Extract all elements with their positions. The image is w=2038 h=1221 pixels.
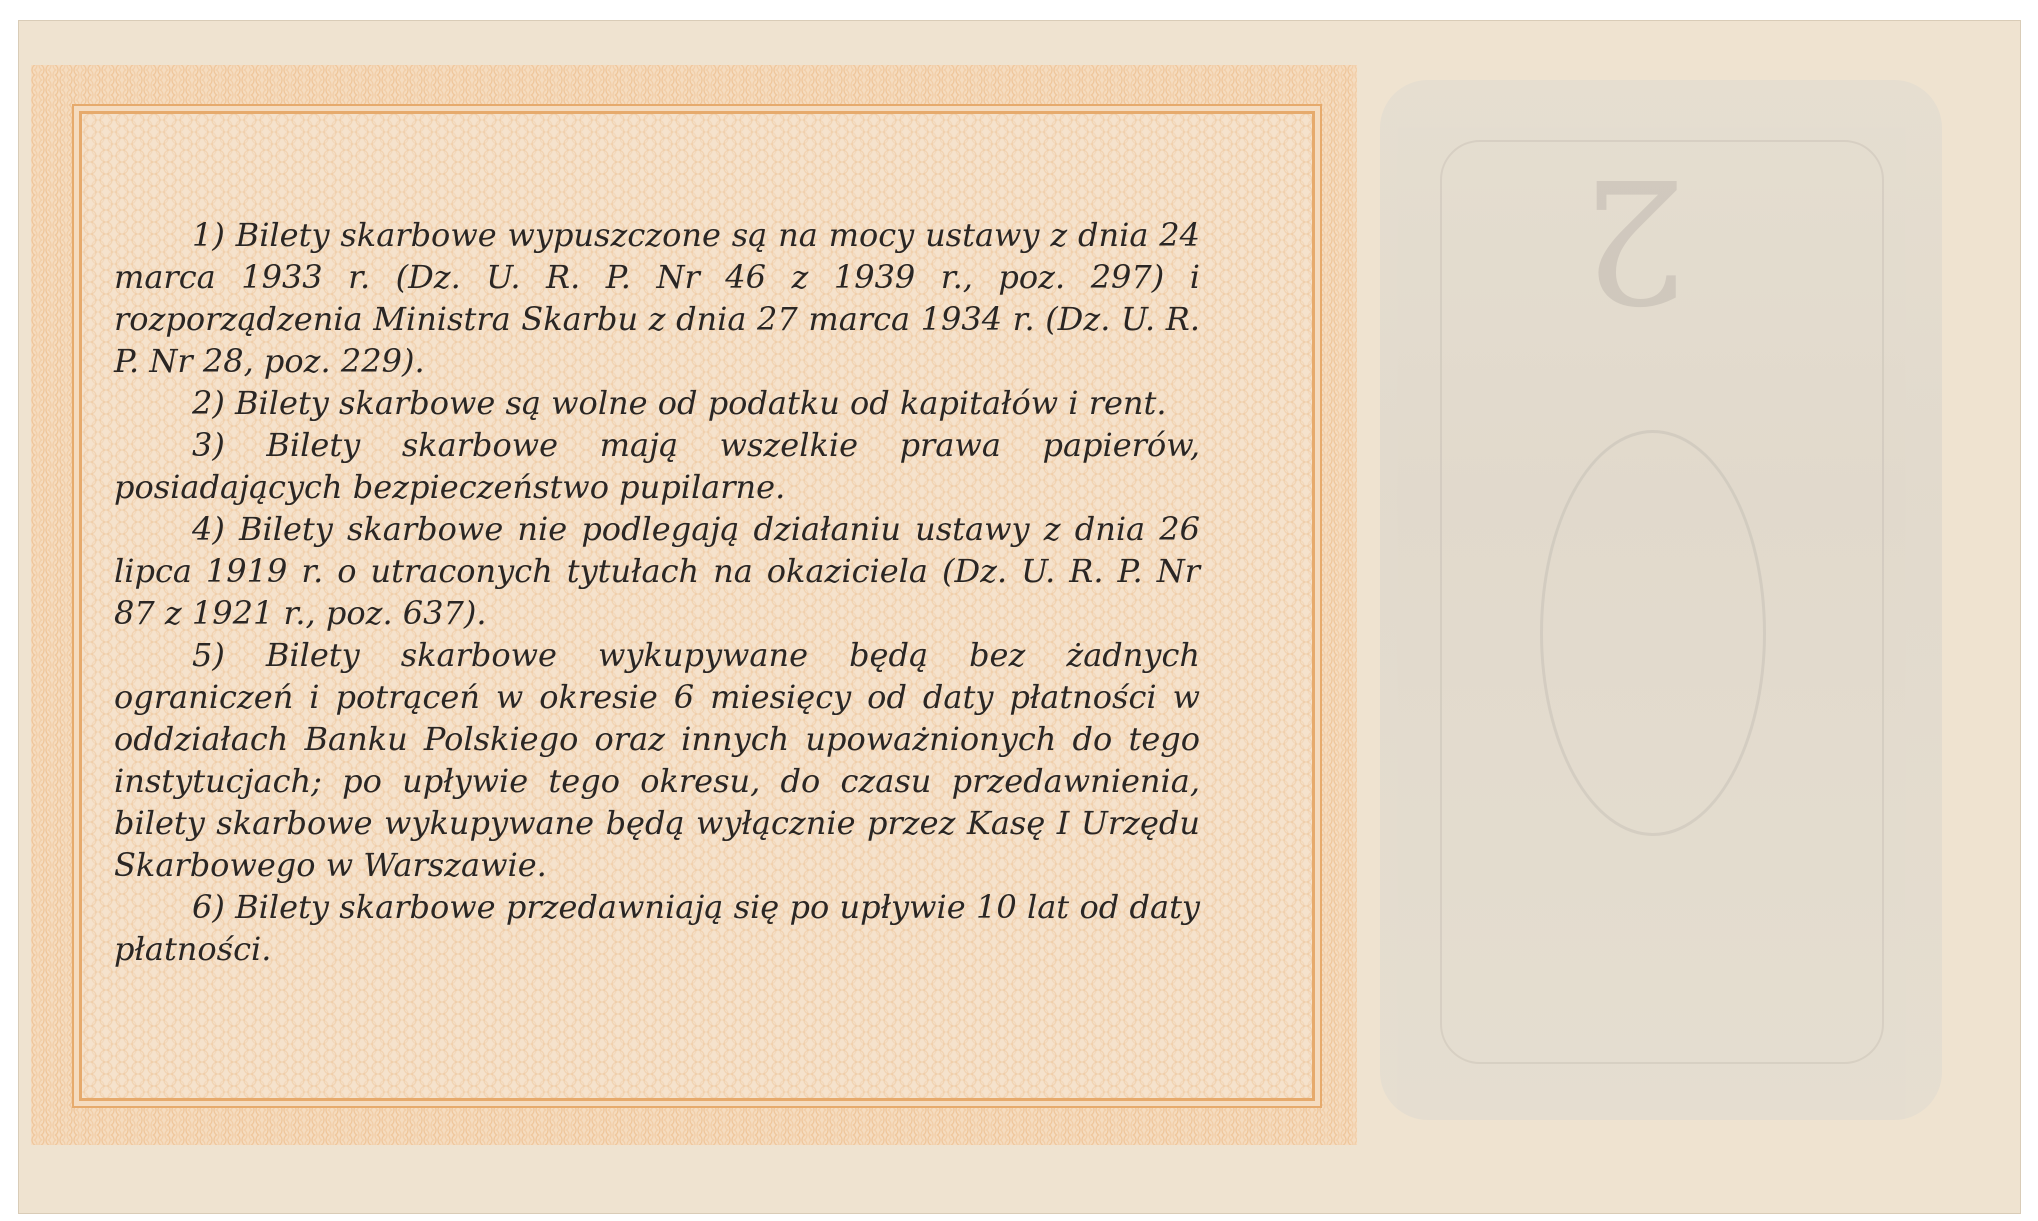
paragraph-4: 4) Bilety skarbowe nie podlegają działaniu ustawy z dnia 26 lipca 1919 r. o utraconych tytułach na okaziciela (Dz. U. R. P. Nr 87 z 1921 r., poz. 637). [114,510,1200,632]
paragraph-1: 1) Bilety skarbowe wypuszczone są na mocy ustawy z dnia 24 marca 1933 r. (Dz. U. R. P. Nr 46 z 1939 r., poz. 297) i rozporządzenia Ministra Skarbu z dnia 27 marca 1934 r. (Dz. U. R. P. Nr 28, poz. 229). [114,216,1200,380]
show-through-oval [1540,430,1766,836]
paragraph-3: 3) Bilety skarbowe mają wszelkie prawa papierów, posiadających bezpieczeństwo pupilarne. [114,426,1200,506]
watermark-panel [1380,80,1942,1120]
show-through-numeral: 2 [1580,140,1689,338]
paragraph-5: 5) Bilety skarbowe wykupywane będą bez żadnych ograniczeń i potrąceń w okresie 6 miesięcy od daty płatności w oddziałach Banku Polskiego oraz innych upoważnionych do tego instytucjach; po upływie tego okresu, do czasu przedawnienia, bilety skarbowe wykupywane będą wyłącznie przez Kasę I Urzędu Skarbowego w Warszawie. [114,636,1200,884]
paragraph-6: 6) Bilety skarbowe przedawniają się po upływie 10 lat od daty płatności. [114,888,1200,968]
terms-text [114,214,1200,970]
paragraph-2: 2) Bilety skarbowe są wolne od podatku od kapitałów i rent. [192,384,1167,422]
